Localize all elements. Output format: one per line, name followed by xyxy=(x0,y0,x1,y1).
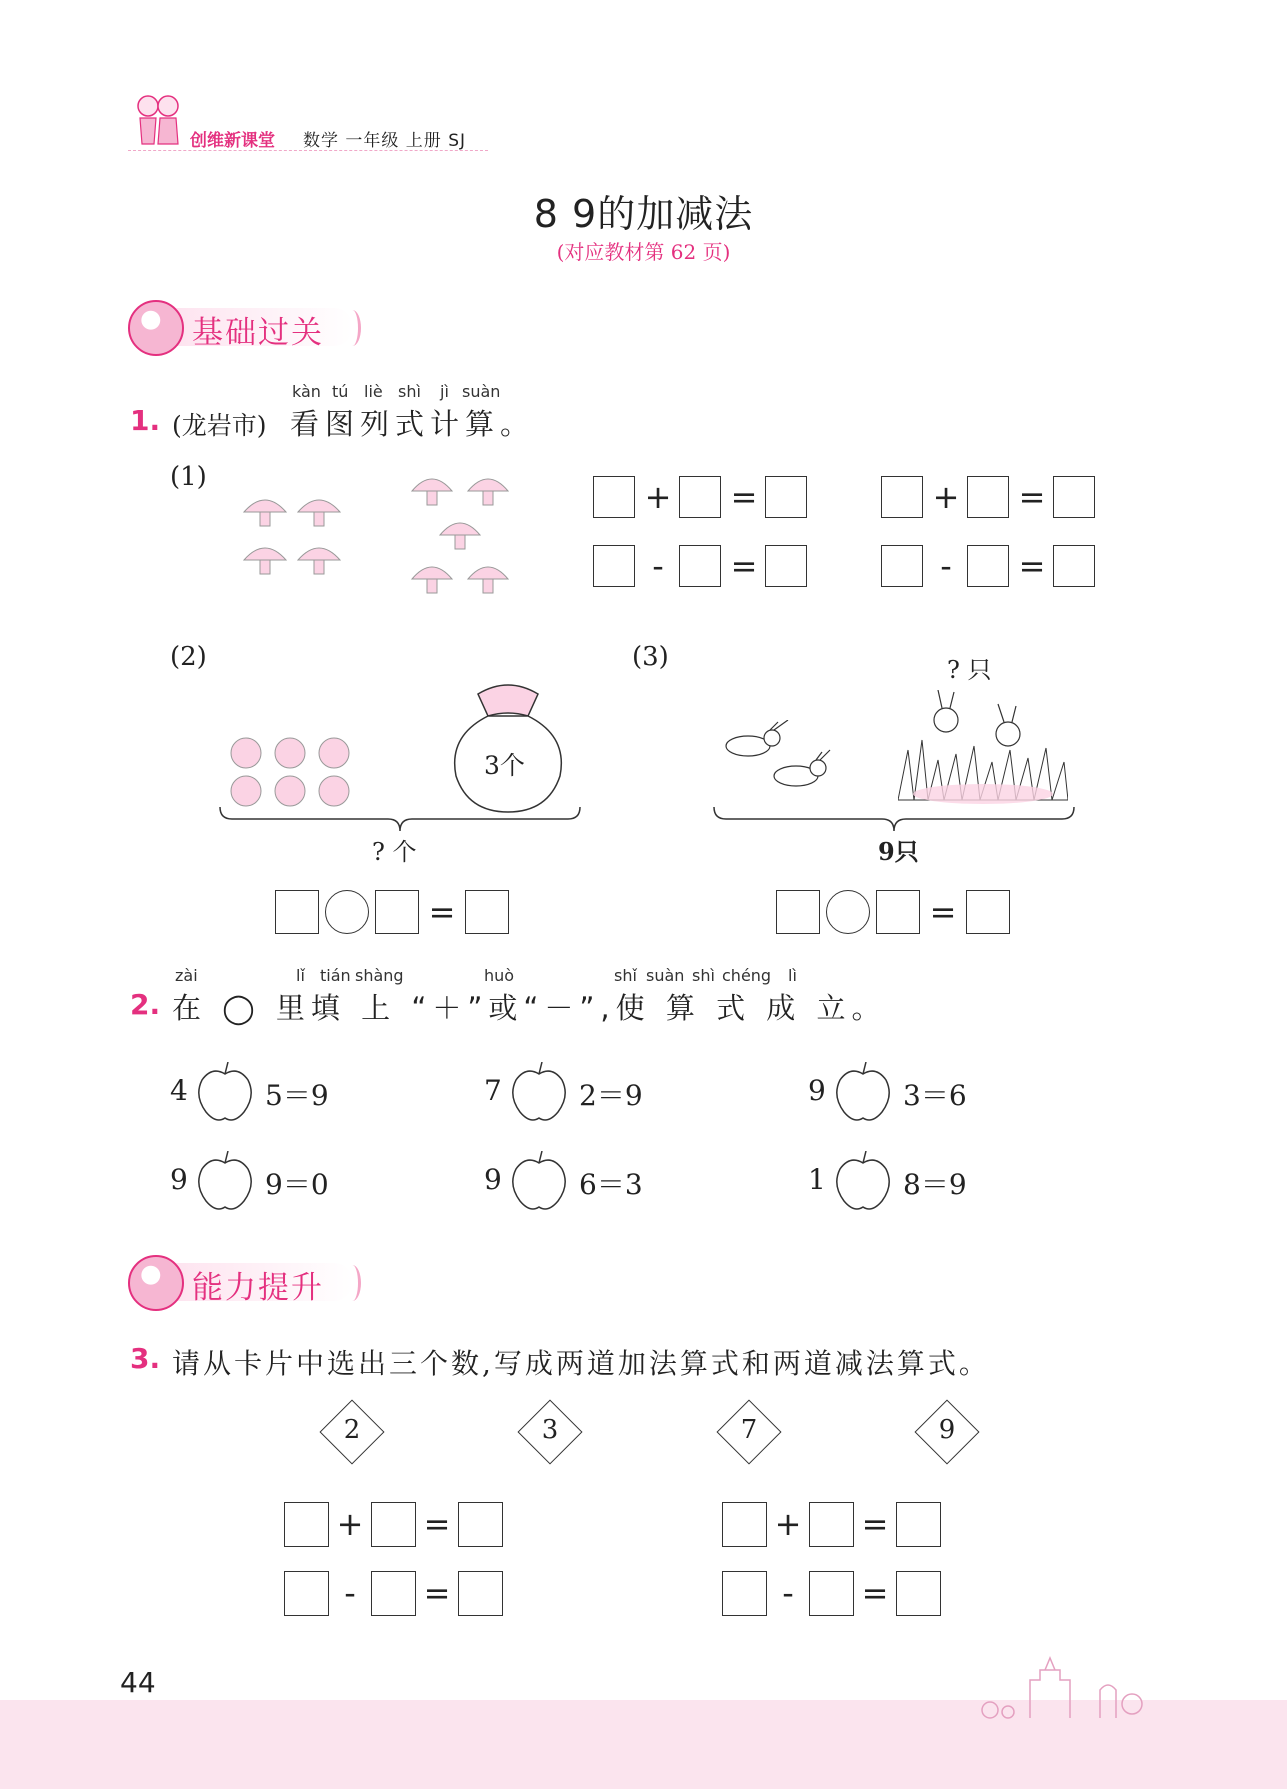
q2-item2-right: 2＝9 xyxy=(579,1079,643,1112)
page-subtitle: (对应教材第 62 页) xyxy=(556,240,731,264)
answer-box[interactable] xyxy=(876,890,920,934)
answer-box[interactable] xyxy=(809,1502,854,1547)
card-value: 2 xyxy=(343,1415,361,1445)
answer-box[interactable] xyxy=(809,1571,854,1616)
q2-pinyin-7: suàn xyxy=(646,966,685,985)
q2-item3-left: 9 xyxy=(808,1074,826,1107)
apple-answer-circle[interactable] xyxy=(832,1062,894,1128)
answer-box[interactable] xyxy=(896,1502,941,1547)
peach-group xyxy=(228,735,358,815)
q1-text: 看图列式计算。 xyxy=(290,407,536,441)
q1-pinyin-3: liè xyxy=(364,382,383,401)
q2-pinyin-5: huò xyxy=(484,966,515,985)
equals-sign: = xyxy=(730,547,758,585)
header-brand: 创维新课堂 xyxy=(190,131,275,151)
q2-item2-left: 7 xyxy=(484,1074,502,1107)
equals-sign: = xyxy=(861,1574,889,1612)
q1-pinyin-4: shì xyxy=(398,382,421,401)
q2-item4-right: 9＝0 xyxy=(265,1168,329,1201)
answer-box[interactable] xyxy=(967,545,1009,587)
q2-pinyin-10: lì xyxy=(788,966,797,985)
plus-sign: + xyxy=(644,478,672,516)
q3-text: 请从卡片中选出三个数,写成两道加法算式和两道减法算式。 xyxy=(172,1347,990,1380)
equals-sign: = xyxy=(730,478,758,516)
plus-sign: + xyxy=(932,478,960,516)
answer-box[interactable] xyxy=(458,1571,503,1616)
section-badge-advanced xyxy=(128,1255,368,1309)
minus-sign: - xyxy=(652,547,664,585)
answer-box[interactable] xyxy=(765,476,807,518)
answer-box[interactable] xyxy=(1053,476,1095,518)
page-title: 8 9的加减法 xyxy=(533,192,754,236)
header-subject: 数学 一年级 上册 SJ xyxy=(303,131,467,151)
q1-number: 1. xyxy=(130,404,161,437)
q2-item5-right: 6＝3 xyxy=(579,1168,643,1201)
answer-box[interactable] xyxy=(275,890,319,934)
answer-box[interactable] xyxy=(896,1571,941,1616)
section-title-advanced: 能力提升 xyxy=(192,1270,324,1306)
bag-label: 3个 xyxy=(484,751,525,780)
answer-box[interactable] xyxy=(765,545,807,587)
operator-circle[interactable] xyxy=(325,890,369,934)
q2-pinyin-3: tián xyxy=(320,966,351,985)
answer-box[interactable] xyxy=(722,1502,767,1547)
q2-item6-left: 1 xyxy=(808,1163,826,1196)
answer-box[interactable] xyxy=(881,545,923,587)
page-number: 44 xyxy=(120,1666,156,1699)
header-kids-illustration xyxy=(128,88,188,148)
answer-box[interactable] xyxy=(722,1571,767,1616)
q2-pinyin-1: zài xyxy=(175,966,198,985)
q2-pinyin-9: chéng xyxy=(722,966,772,985)
equals-sign: = xyxy=(1018,478,1046,516)
q2-item6-right: 8＝9 xyxy=(903,1168,967,1201)
equals-sign: = xyxy=(423,1505,451,1543)
equals-sign: = xyxy=(861,1505,889,1543)
q2-pinyin-8: shì xyxy=(692,966,715,985)
plus-sign: + xyxy=(774,1505,802,1543)
equals-sign: = xyxy=(428,893,456,931)
badge-icon xyxy=(128,1255,184,1311)
apple-answer-circle[interactable] xyxy=(832,1151,894,1217)
card-value: 3 xyxy=(541,1415,559,1445)
header-divider xyxy=(128,150,488,151)
q2-text: 在 ◯ 里填 上 “＋”或“－”,使 算 式 成 立。 xyxy=(172,991,887,1025)
minus-sign: - xyxy=(782,1574,794,1612)
card-value: 7 xyxy=(740,1415,758,1445)
part3-total-label: 9只 xyxy=(878,837,919,866)
q1-pinyin-2: tú xyxy=(332,382,349,401)
q2-pinyin-4: shàng xyxy=(355,966,404,985)
answer-box[interactable] xyxy=(371,1502,416,1547)
answer-box[interactable] xyxy=(679,476,721,518)
answer-box[interactable] xyxy=(966,890,1010,934)
q1-pinyin-5: jì xyxy=(440,382,449,401)
q2-item5-left: 9 xyxy=(484,1163,502,1196)
answer-box[interactable] xyxy=(465,890,509,934)
answer-box[interactable] xyxy=(593,476,635,518)
equals-sign: = xyxy=(929,893,957,931)
minus-sign: - xyxy=(344,1574,356,1612)
apple-answer-circle[interactable] xyxy=(508,1151,570,1217)
q2-item3-right: 3＝6 xyxy=(903,1079,967,1112)
apple-answer-circle[interactable] xyxy=(508,1062,570,1128)
apple-answer-circle[interactable] xyxy=(194,1062,256,1128)
part3-top-label: ? 只 xyxy=(947,656,992,684)
q1-source: (龙岩市) xyxy=(172,411,267,440)
q2-item4-left: 9 xyxy=(170,1163,188,1196)
equals-sign: = xyxy=(423,1574,451,1612)
q3-number: 3. xyxy=(130,1342,161,1375)
q1-part2-label: (2) xyxy=(170,642,207,672)
q2-item1-left: 4 xyxy=(170,1074,188,1107)
rabbits-running xyxy=(718,720,833,796)
section-badge-basic xyxy=(128,300,368,354)
mushroom-group-left xyxy=(240,488,350,592)
answer-box[interactable] xyxy=(881,476,923,518)
q1-pinyin-6: suàn xyxy=(462,382,501,401)
rabbits-in-grass xyxy=(898,690,1068,810)
answer-box[interactable] xyxy=(375,890,419,934)
mushroom-group-right xyxy=(410,465,520,609)
q1-part3-label: (3) xyxy=(632,642,669,672)
q1-part1-label: (1) xyxy=(170,462,207,492)
answer-box[interactable] xyxy=(284,1571,329,1616)
answer-box[interactable] xyxy=(679,545,721,587)
castle-illustration xyxy=(950,1650,1150,1724)
q1-pinyin-1: kàn xyxy=(292,382,321,401)
badge-icon xyxy=(128,300,184,356)
part2-total-label: ? 个 xyxy=(372,838,417,866)
answer-box[interactable] xyxy=(967,476,1009,518)
section-title-basic: 基础过关 xyxy=(192,315,324,351)
equals-sign: = xyxy=(1018,547,1046,585)
answer-box[interactable] xyxy=(776,890,820,934)
answer-box[interactable] xyxy=(593,545,635,587)
q2-pinyin-2: lǐ xyxy=(296,966,305,985)
answer-box[interactable] xyxy=(284,1502,329,1547)
card-value: 9 xyxy=(938,1415,956,1445)
minus-sign: - xyxy=(940,547,952,585)
q2-number: 2. xyxy=(130,988,161,1021)
plus-sign: + xyxy=(336,1505,364,1543)
operator-circle[interactable] xyxy=(826,890,870,934)
q2-item1-right: 5＝9 xyxy=(265,1079,329,1112)
q2-pinyin-6: shǐ xyxy=(614,966,637,985)
answer-box[interactable] xyxy=(1053,545,1095,587)
answer-box[interactable] xyxy=(458,1502,503,1547)
apple-answer-circle[interactable] xyxy=(194,1151,256,1217)
answer-box[interactable] xyxy=(371,1571,416,1616)
